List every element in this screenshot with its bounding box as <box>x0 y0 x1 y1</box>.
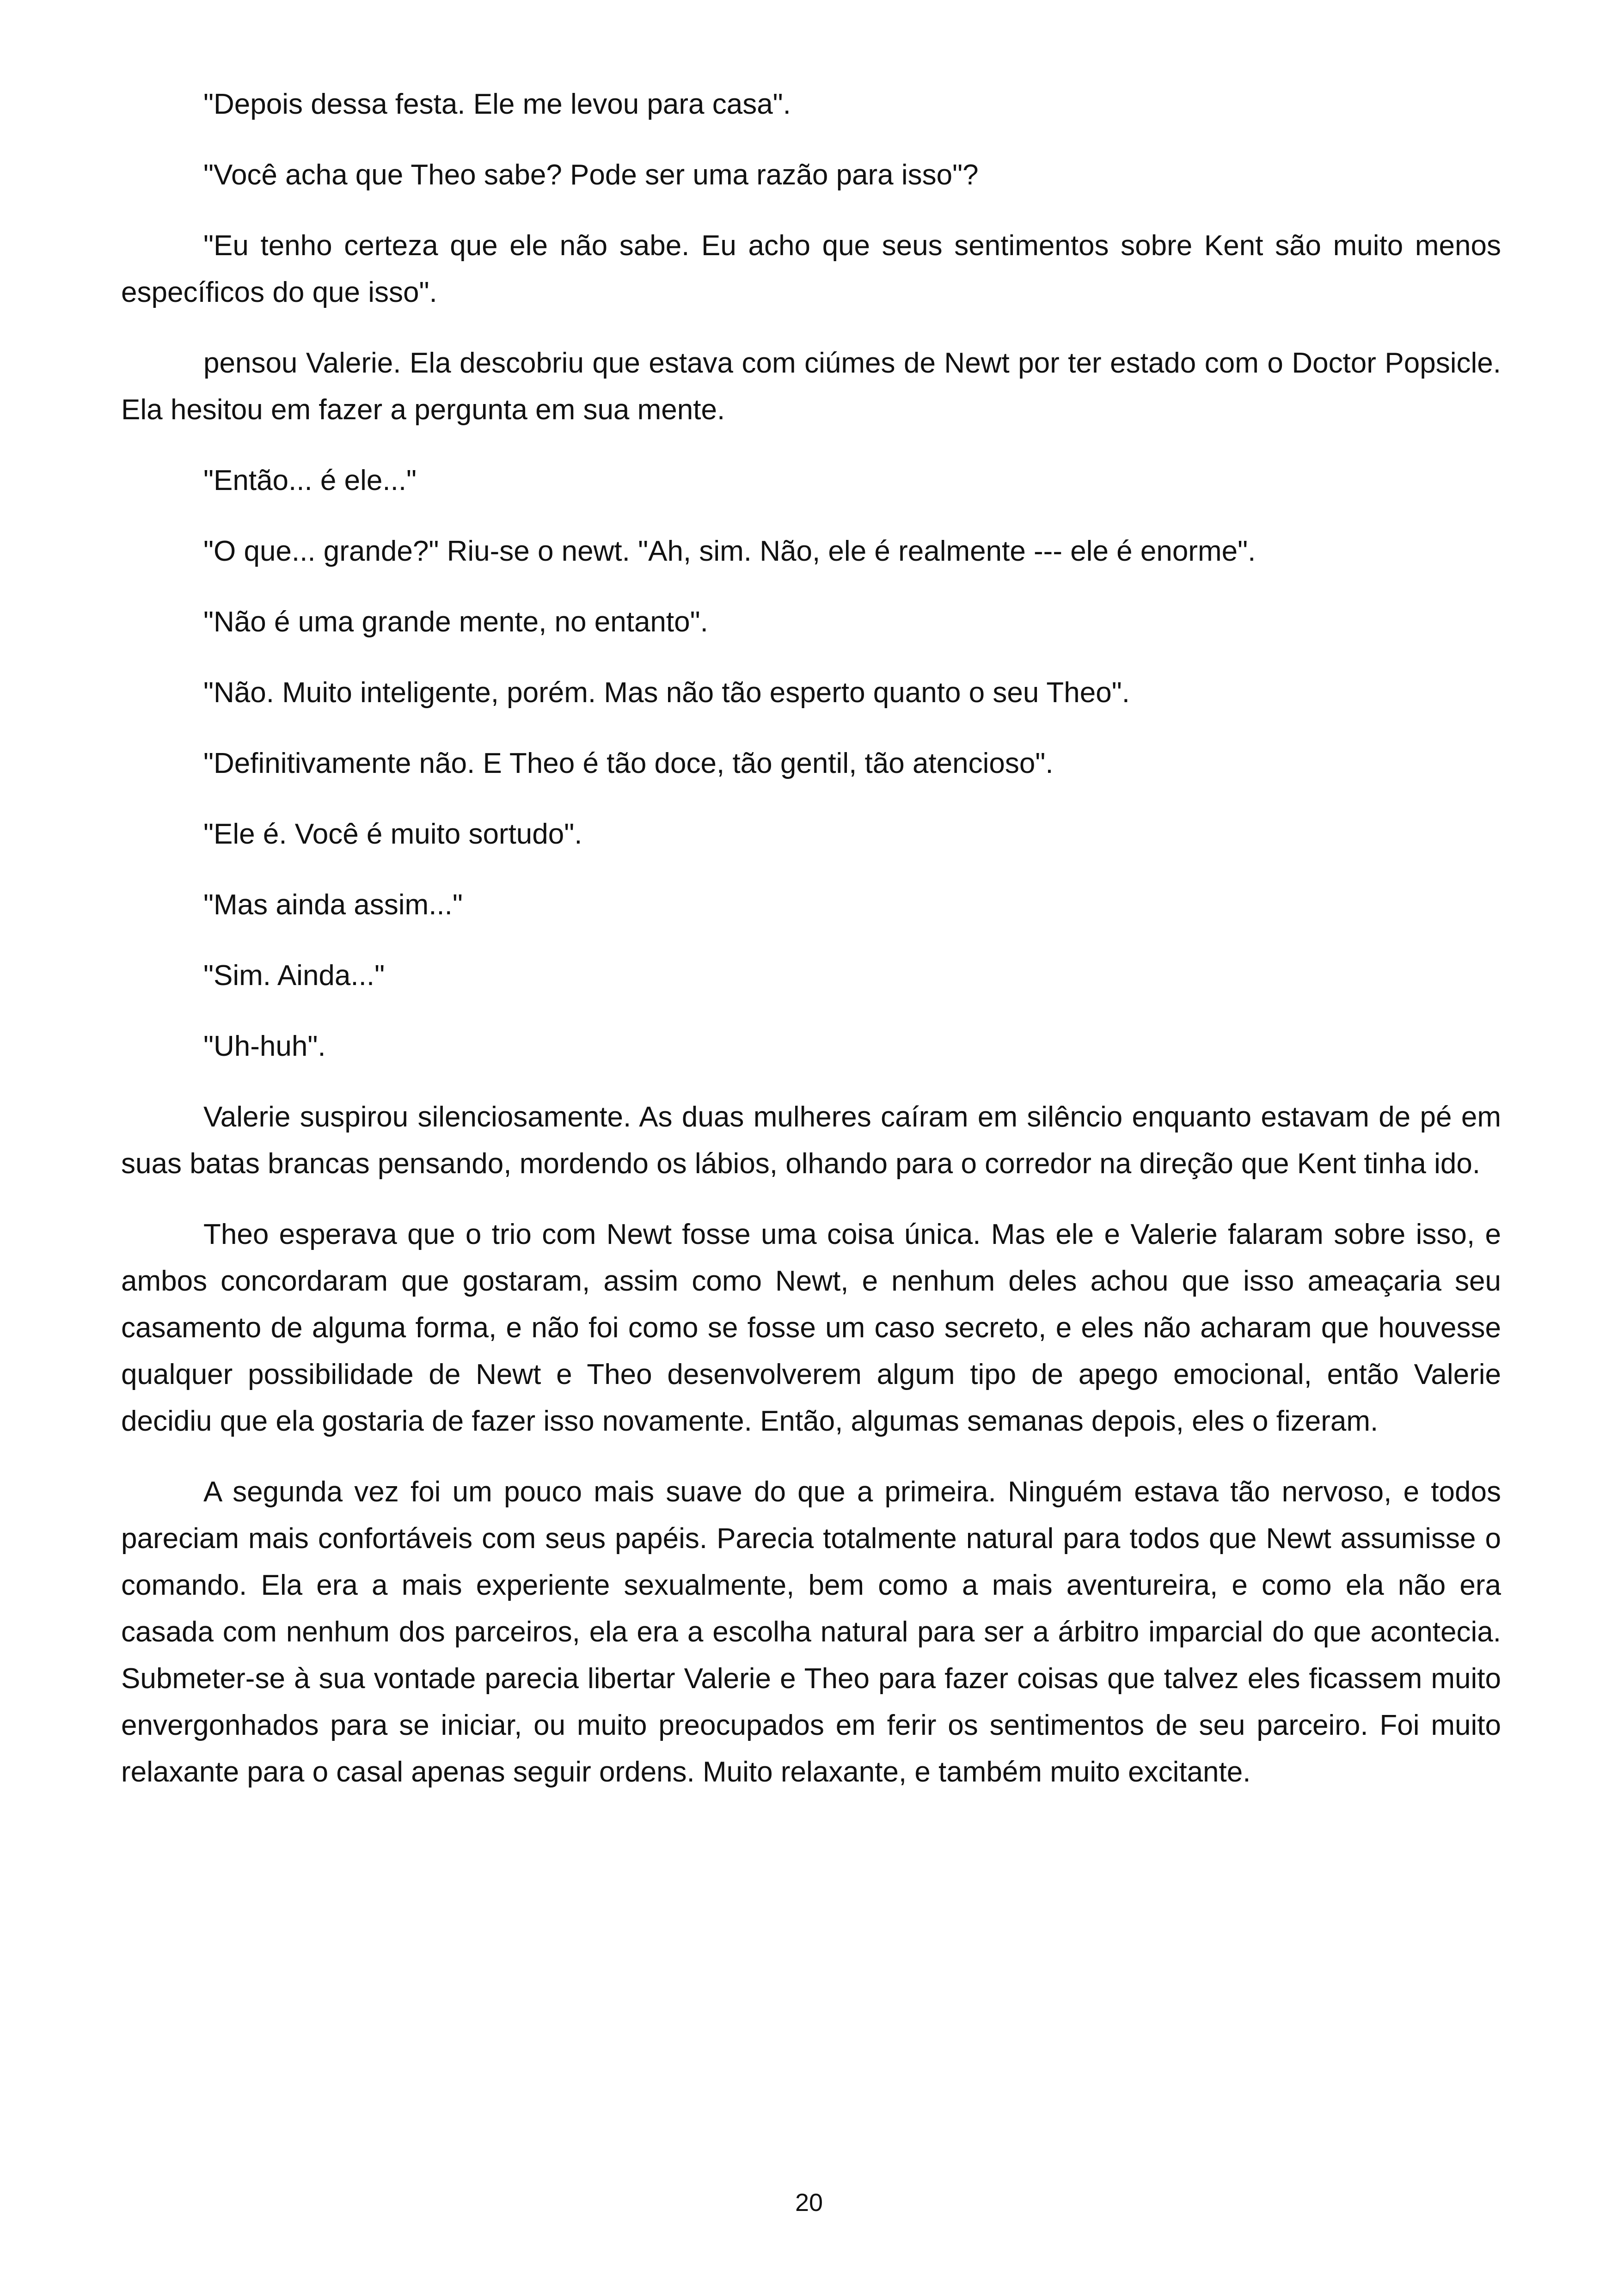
body-text <box>121 81 1501 1819</box>
paragraph: "Então... é ele..." <box>203 465 417 496</box>
paragraph: "Eu tenho certeza que ele não sabe. Eu acho que seus sentimentos sobre Kent são muito menos específicos do que isso". <box>121 230 1501 308</box>
paragraph: A segunda vez foi um pouco mais suave do que a primeira. Ninguém estava tão nervoso, e todos pareciam mais confortáveis com seus papéis. Parecia totalmente natural para todos que Newt assumisse o comando. Ela era a mais experiente sexualmente, bem como a mais aventureira, e como ela não era casada com nenhum dos parceiros, ela era a escolha natural para ser a árbitro imparcial do que acontecia. Submeter-se à sua vontade parecia libertar Valerie e Theo para fazer coisas que talvez eles ficassem muito envergonhados para se iniciar, ou muito preocupados em ferir os sentimentos de seu parceiro. Foi muito relaxante para o casal apenas seguir ordens. Muito relaxante, e também muito excitante. <box>121 1476 1501 1788</box>
paragraph: "Você acha que Theo sabe? Pode ser uma razão para isso"? <box>203 159 979 191</box>
paragraph: pensou Valerie. Ela descobriu que estava com ciúmes de Newt por ter estado com o Doctor Popsicle. Ela hesitou em fazer a pergunta em sua mente. <box>121 347 1501 426</box>
paragraph: "Não. Muito inteligente, porém. Mas não tão esperto quanto o seu Theo". <box>203 677 1130 709</box>
paragraph: "Uh-huh". <box>203 1030 326 1062</box>
paragraph: "Sim. Ainda..." <box>203 960 385 992</box>
paragraph: "Não é uma grande mente, no entanto". <box>203 606 708 638</box>
paragraph: "O que... grande?" Riu-se o newt. "Ah, sim. Não, ele é realmente --- ele é enorme". <box>203 535 1256 567</box>
paragraph: Theo esperava que o trio com Newt fosse uma coisa única. Mas ele e Valerie falaram sobre isso, e ambos concordaram que gostaram, assim como Newt, e nenhum deles achou que isso ameaçaria seu casamento de alguma forma, e não foi como se fosse um caso secreto, e eles não acharam que houvesse qualquer possibilidade de Newt e Theo desenvolverem algum tipo de apego emocional, então Valerie decidiu que ela gostaria de fazer isso novamente. Então, algumas semanas depois, eles o fizeram. <box>121 1218 1501 1437</box>
paragraph: Valerie suspirou silenciosamente. As duas mulheres caíram em silêncio enquanto estavam de pé em suas batas brancas pensando, mordendo os lábios, olhando para o corredor na direção que Kent tinha ido. <box>121 1101 1501 1180</box>
paragraph: "Ele é. Você é muito sortudo". <box>203 818 582 850</box>
paragraph: "Mas ainda assim..." <box>203 889 463 921</box>
paragraph: "Depois dessa festa. Ele me levou para casa". <box>203 88 791 120</box>
paragraph: "Definitivamente não. E Theo é tão doce, tão gentil, tão atencioso". <box>203 747 1054 779</box>
page-number: 20 <box>795 2189 823 2216</box>
